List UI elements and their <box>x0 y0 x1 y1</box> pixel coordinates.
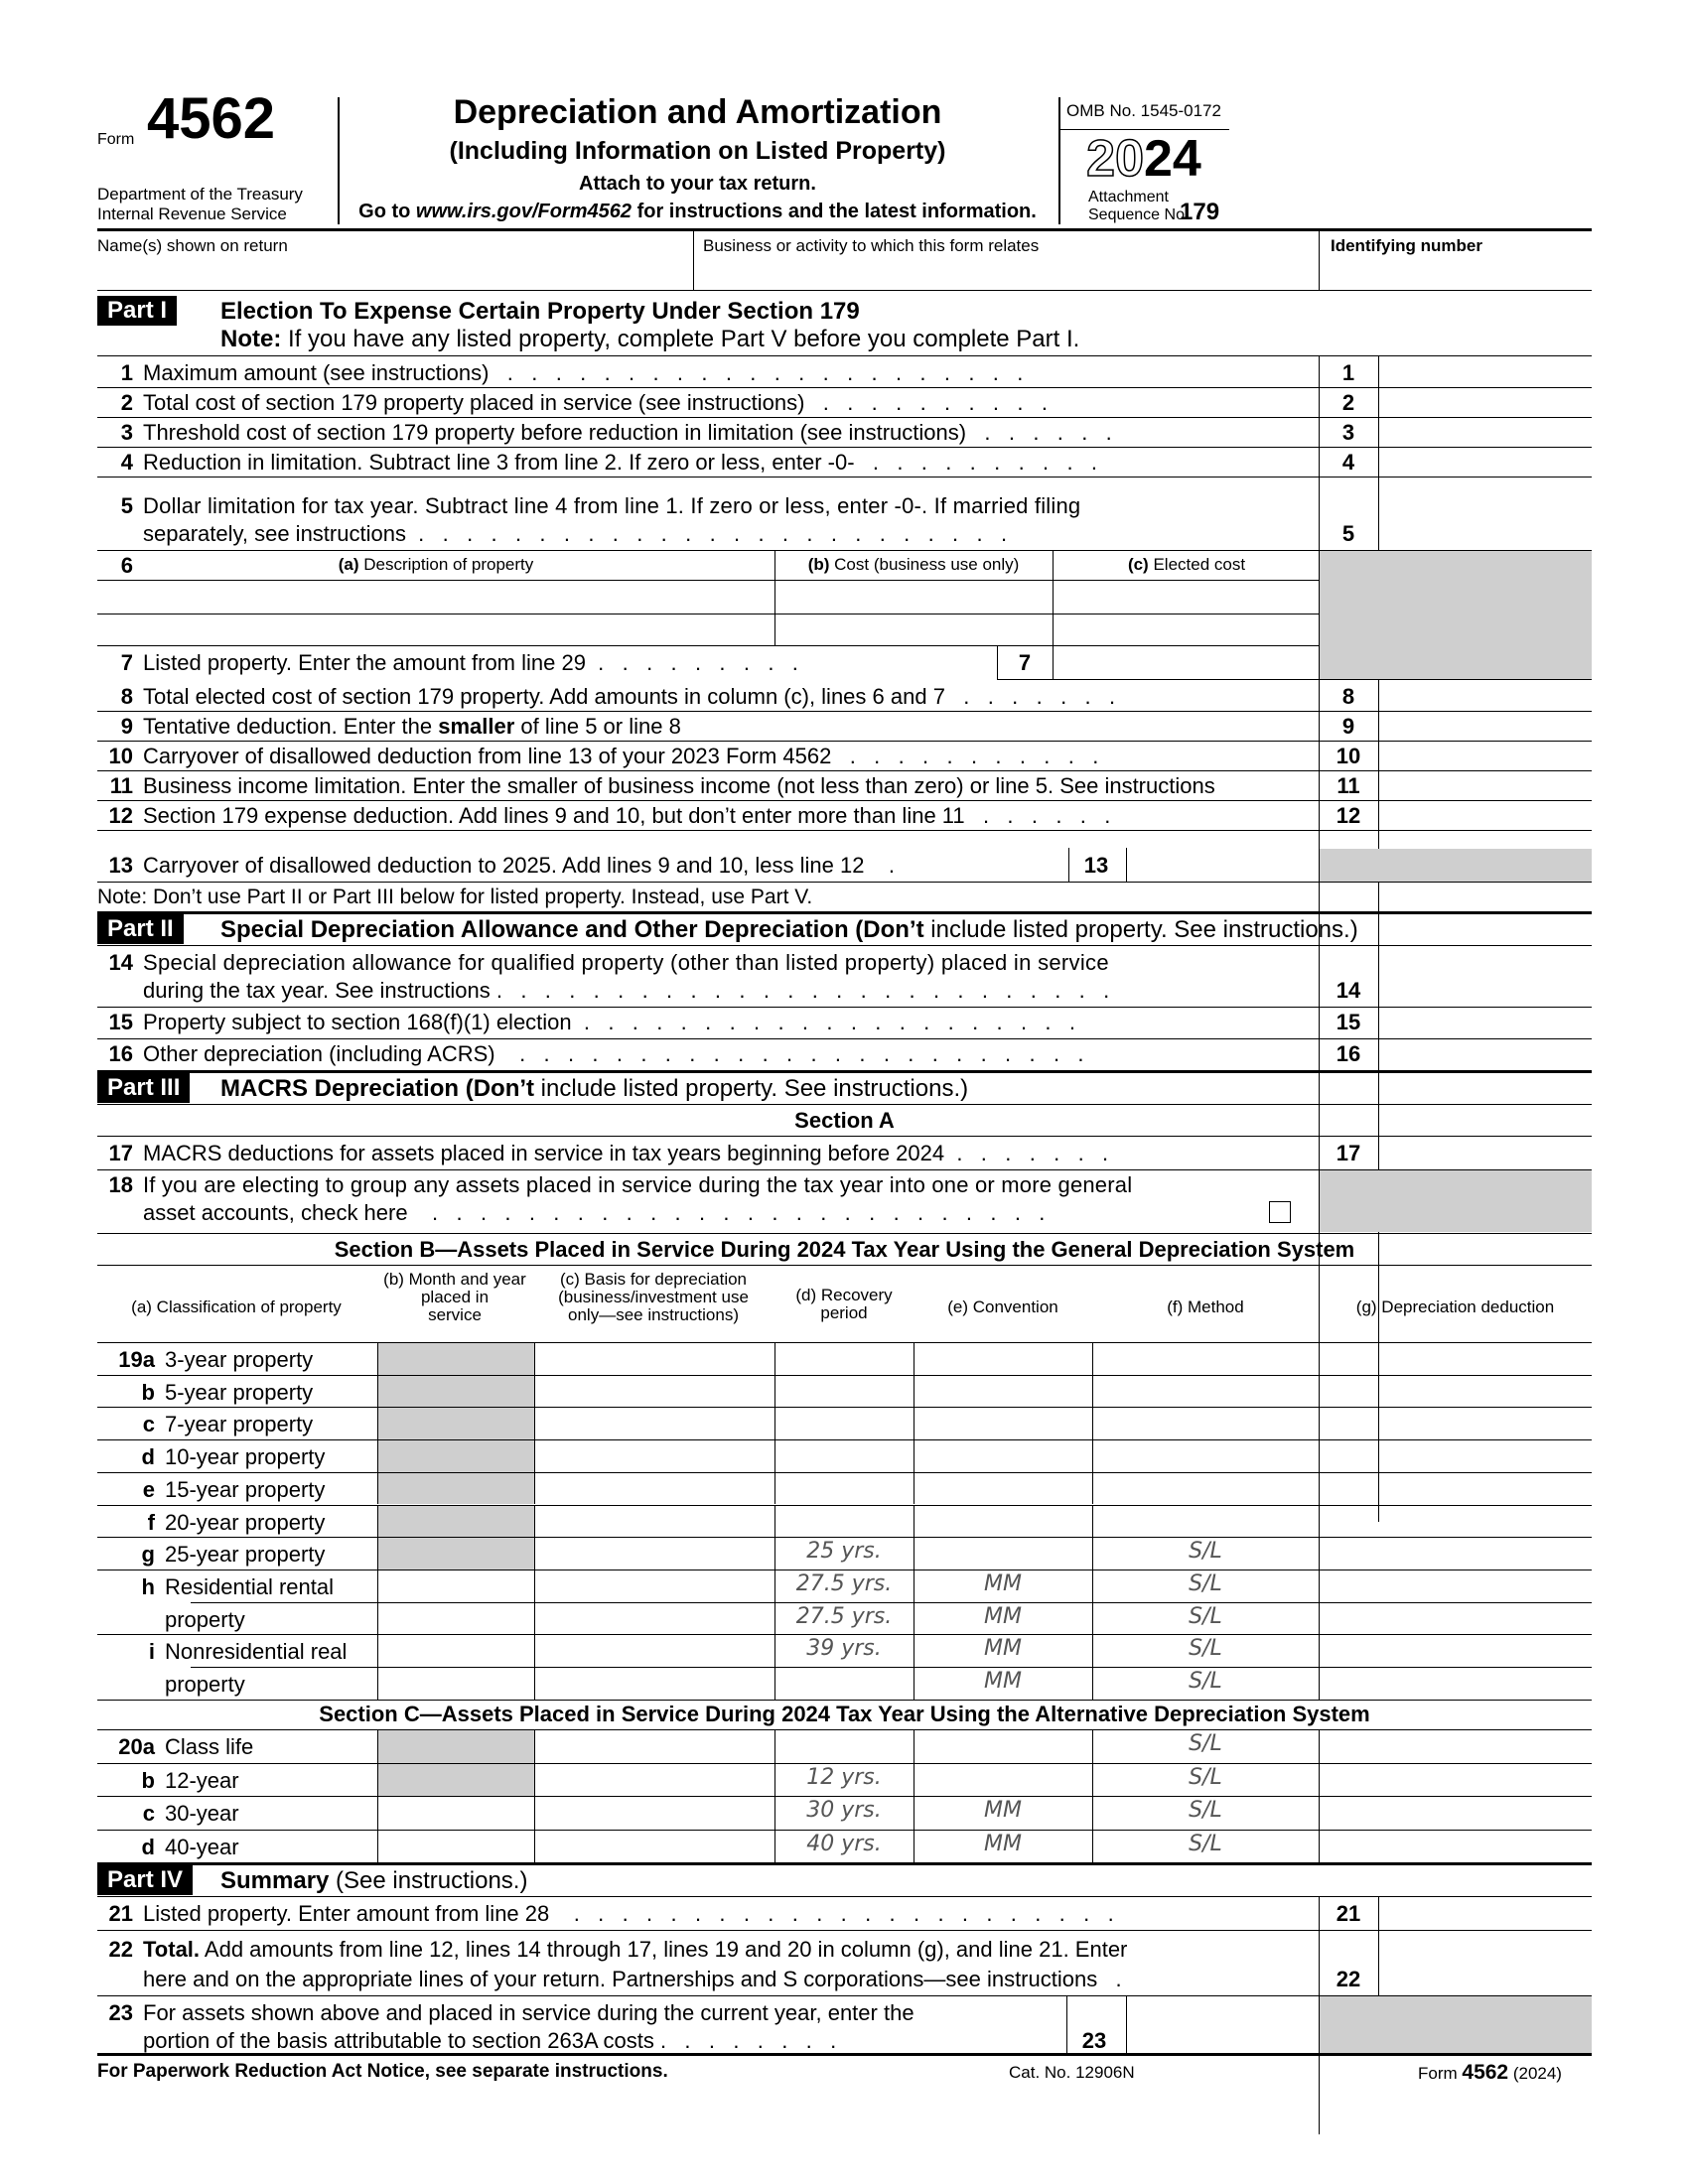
line19-row-e: MM <box>984 1603 1022 1629</box>
part1-note: Note: If you have any listed property, complete Part V before you complete Part I. <box>220 326 1080 352</box>
line20-row-f: S/L <box>1189 1764 1222 1790</box>
instructions-url[interactable]: www.irs.gov/Form4562 <box>415 201 633 222</box>
line20-row-deduction-input[interactable] <box>1323 1732 1592 1762</box>
line19-row-deduction-input[interactable] <box>1323 1670 1592 1699</box>
line18-text-a: If you are electing to group any assets placed in service during the tax year into one or more general <box>143 1172 1133 1197</box>
line19-row-label: Residential rental <box>165 1573 334 1599</box>
line19-row-d: 27.5 yrs. <box>795 1603 893 1629</box>
line19-row-d: 39 yrs. <box>806 1636 882 1662</box>
line9-text: Tentative deduction. Enter the smaller of line 5 or line 8 <box>143 714 681 739</box>
sequence-number: 179 <box>1180 199 1220 225</box>
line20-row-label: 40-year <box>165 1834 239 1859</box>
line6-row1-elected[interactable] <box>1056 584 1319 614</box>
irs-label: Internal Revenue Service <box>97 205 287 223</box>
part1-tag: Part I <box>97 296 177 326</box>
line5-text-a: Dollar limitation for tax year. Subtract line 4 from line 1. If zero or less, enter -0-. If married filing <box>143 493 1081 518</box>
col-recovery-period: (d) Recovery period <box>795 1286 893 1322</box>
line19-row-number: h <box>141 1573 155 1599</box>
line12-number: 12 <box>108 803 133 828</box>
line14-text-b: during the tax year. See instructions . . . . . . . . . . . . . . . . . . . . . . . . . . <box>143 978 1110 1003</box>
line14-number: 14 <box>108 950 133 975</box>
part2-title: Special Depreciation Allowance and Other Depreciation (Don’t include listed property. See instructions.) <box>220 916 1358 943</box>
line4-input[interactable] <box>1382 449 1590 478</box>
line19-row-deduction-input[interactable] <box>1323 1605 1592 1634</box>
line19-row-f: S/L <box>1189 1636 1222 1662</box>
line10-input[interactable] <box>1382 743 1590 772</box>
line19-row-basis-input[interactable] <box>538 1572 774 1601</box>
line19-row-f: S/L <box>1189 1539 1222 1565</box>
line6-row1-description[interactable] <box>101 584 771 614</box>
line23-text-a: For assets shown above and placed in service during the current year, enter the <box>143 2000 914 2025</box>
line8-text: Total elected cost of section 179 property. Add amounts in column (c), lines 6 and 7 . . . . . . . <box>143 684 1116 709</box>
line18-number: 18 <box>108 1172 133 1197</box>
line21-box: 21 <box>1336 1901 1361 1926</box>
general-asset-account-checkbox[interactable] <box>1269 1201 1291 1223</box>
col-month-year: (b) Month and year placed in service <box>383 1270 526 1324</box>
col-c-elected: (c) Elected cost <box>1127 555 1246 574</box>
col-depreciation-deduction: (g) Depreciation deduction <box>1355 1297 1555 1316</box>
line19-row-basis-input[interactable] <box>538 1540 774 1569</box>
line14-text-a: Special depreciation allowance for qualified property (other than listed property) placed in service <box>143 950 1109 975</box>
line5-box: 5 <box>1341 521 1355 546</box>
line19-row-label: Nonresidential real <box>165 1639 348 1665</box>
line3-input[interactable] <box>1382 419 1590 449</box>
form-label: Form <box>97 131 135 148</box>
line17-box: 17 <box>1336 1141 1361 1165</box>
line16-input[interactable] <box>1382 1040 1590 1070</box>
line7-box: 7 <box>1018 650 1032 675</box>
line7-input[interactable] <box>1056 647 1319 679</box>
line19-row-e: MM <box>984 1669 1022 1694</box>
line21-text: Listed property. Enter amount from line 28 . . . . . . . . . . . . . . . . . . . . . . . <box>143 1901 1114 1926</box>
line20-row-basis-input[interactable] <box>538 1766 774 1796</box>
name-label: Name(s) shown on return <box>97 236 288 255</box>
line19-row-deduction-input[interactable] <box>1323 1572 1592 1601</box>
line12-box: 12 <box>1336 803 1361 828</box>
attachment-label: Attachment <box>1088 189 1169 205</box>
line20-row-d: 30 yrs. <box>806 1798 882 1823</box>
dept-treasury: Department of the Treasury <box>97 185 303 204</box>
line20-row-f: S/L <box>1189 1731 1222 1756</box>
identifying-number-label: Identifying number <box>1331 236 1482 255</box>
line19-row-number: d <box>141 1444 155 1470</box>
line19-row-basis-input[interactable] <box>538 1442 774 1471</box>
line4-number: 4 <box>120 450 133 475</box>
part1-title: Election To Expense Certain Property Under Section 179 <box>220 298 860 325</box>
line19-row-f: S/L <box>1189 1669 1222 1694</box>
col-a-description: (a) Description of property <box>338 555 534 574</box>
line11-number: 11 <box>109 773 133 798</box>
line20-row-d: 40 yrs. <box>806 1831 882 1856</box>
col-method: (f) Method <box>1167 1297 1244 1316</box>
line20-row-number: d <box>141 1834 155 1859</box>
form-4562-page <box>97 86 1592 2124</box>
line22-text-a: Total. Add amounts from line 12, lines 14 through 17, lines 19 and 20 in column (g), and line 21. Enter <box>143 1937 1128 1962</box>
line14-box: 14 <box>1336 978 1361 1003</box>
line4-text: Reduction in limitation. Subtract line 3 from line 2. If zero or less, enter -0- . . . . . . . . . . <box>143 450 1098 475</box>
section-c-heading: Section C—Assets Placed in Service During 2024 Tax Year Using the Alternative Depreciation System <box>319 1702 1370 1726</box>
line10-number: 10 <box>108 744 133 768</box>
line14-input[interactable] <box>1382 975 1590 1007</box>
line20-row-number: c <box>142 1801 155 1826</box>
line3-number: 3 <box>120 420 133 445</box>
tax-year-bold: 24 <box>1144 130 1201 188</box>
line19-row-month-year-input[interactable] <box>381 1572 534 1601</box>
line19-row-label: 10-year property <box>165 1444 326 1470</box>
line19-row-label: property <box>165 1672 245 1697</box>
line20-row-basis-input[interactable] <box>538 1732 774 1762</box>
line4-box: 4 <box>1341 450 1355 475</box>
part4-tag: Part IV <box>97 1865 193 1895</box>
line19-row-number: 19a <box>118 1347 155 1372</box>
line9-box: 9 <box>1341 714 1355 739</box>
line20-row-deduction-input[interactable] <box>1323 1766 1592 1796</box>
sequence-label: Sequence No. <box>1088 206 1190 223</box>
line6-row2-elected[interactable] <box>1056 615 1319 645</box>
line19-row-number: c <box>142 1412 155 1437</box>
footer-form-id: Form 4562 (2024) <box>1418 2061 1562 2084</box>
line6-row2-cost[interactable] <box>778 615 1051 645</box>
line15-number: 15 <box>108 1010 133 1034</box>
line22-input[interactable] <box>1382 1964 1590 1995</box>
line19-row-number: i <box>148 1639 155 1665</box>
line19-row-number: g <box>141 1542 155 1568</box>
line23-text-b: portion of the basis attributable to section 263A costs . . . . . . . . <box>143 2028 837 2053</box>
line1-number: 1 <box>120 360 133 385</box>
line6-row2-description[interactable] <box>101 615 771 645</box>
line20-row-deduction-input[interactable] <box>1323 1833 1592 1862</box>
line23-input[interactable] <box>1130 2021 1319 2053</box>
part2-tag: Part II <box>97 914 184 944</box>
part3-tag: Part III <box>97 1073 190 1103</box>
line20-row-number: b <box>141 1767 155 1793</box>
line11-box: 11 <box>1336 773 1360 798</box>
line19-row-basis-input[interactable] <box>538 1345 774 1374</box>
line16-text: Other depreciation (including ACRS) . . . . . . . . . . . . . . . . . . . . . . . . <box>143 1041 1084 1066</box>
line20-row-label: Class life <box>165 1734 254 1759</box>
col-classification: (a) Classification of property <box>131 1297 342 1316</box>
line18-text-b: asset accounts, check here . . . . . . . . . . . . . . . . . . . . . . . . . . <box>143 1200 1046 1225</box>
line12-text: Section 179 expense deduction. Add lines 9 and 10, but don’t enter more than line 11 . . . . . . <box>143 803 1111 828</box>
section-a-heading: Section A <box>794 1108 895 1133</box>
identifying-number-input[interactable] <box>1331 258 1583 290</box>
line3-text: Threshold cost of section 179 property before reduction in limitation (see instructions) . . . . . . <box>143 420 1112 445</box>
tax-year-outline: 20 <box>1086 130 1144 188</box>
line16-box: 16 <box>1336 1041 1361 1066</box>
line21-input[interactable] <box>1382 1900 1590 1930</box>
section-b-heading: Section B—Assets Placed in Service During 2024 Tax Year Using the General Depreciation System <box>334 1237 1355 1262</box>
line19-row-label: 20-year property <box>165 1509 326 1535</box>
line9-input[interactable] <box>1382 713 1590 743</box>
line8-input[interactable] <box>1382 683 1590 713</box>
line20-row-f: S/L <box>1189 1798 1222 1823</box>
line5-number: 5 <box>120 493 133 518</box>
line22-box: 22 <box>1336 1967 1361 1991</box>
line22-number: 22 <box>108 1937 133 1962</box>
line20-row-deduction-input[interactable] <box>1323 1799 1592 1829</box>
line23-box: 23 <box>1081 2028 1107 2053</box>
line19-row-deduction-input[interactable] <box>1323 1378 1592 1407</box>
omb-number: OMB No. 1545-0172 <box>1066 101 1221 120</box>
line20-row-basis-input[interactable] <box>538 1833 774 1862</box>
line19-row-number: e <box>142 1476 155 1502</box>
attach-note: Attach to your tax return. <box>579 173 816 195</box>
instructions-link-line: Go to www.irs.gov/Form4562 for instructions and the latest information. <box>358 201 1037 222</box>
form-number: 4562 <box>147 86 276 151</box>
line19-row-f: S/L <box>1189 1570 1222 1596</box>
line19-row-label: 7-year property <box>165 1412 314 1437</box>
line19-row-label: 25-year property <box>165 1542 326 1568</box>
line10-text: Carryover of disallowed deduction from line 13 of your 2023 Form 4562 . . . . . . . . . . . <box>143 744 1099 768</box>
line5-input[interactable] <box>1382 518 1590 550</box>
form-title: Depreciation and Amortization <box>453 93 942 131</box>
part3-title: MACRS Depreciation (Don’t include listed property. See instructions.) <box>220 1075 969 1102</box>
line19-row-number: b <box>141 1379 155 1405</box>
line17-input[interactable] <box>1382 1140 1590 1169</box>
line2-input[interactable] <box>1382 389 1590 419</box>
part4-title: Summary (See instructions.) <box>220 1867 528 1894</box>
line19-row-number: f <box>147 1509 155 1535</box>
line19-row-deduction-input[interactable] <box>1323 1410 1592 1438</box>
line7-text: Listed property. Enter the amount from line 29 . . . . . . . . . <box>143 650 798 675</box>
line20-row-month-year-input[interactable] <box>381 1833 534 1862</box>
line1-box: 1 <box>1341 360 1355 385</box>
line19-row-month-year-input[interactable] <box>381 1670 534 1699</box>
line6-row1-cost[interactable] <box>778 584 1051 614</box>
line19-row-month-year-input[interactable] <box>381 1637 534 1666</box>
line15-box: 15 <box>1336 1010 1361 1034</box>
line20-row-label: 12-year <box>165 1767 239 1793</box>
line19-row-deduction-input[interactable] <box>1323 1442 1592 1471</box>
line7-number: 7 <box>120 650 133 675</box>
line19-row-basis-input[interactable] <box>538 1670 774 1699</box>
line19-row-basis-input[interactable] <box>538 1637 774 1666</box>
business-input[interactable] <box>703 258 1134 290</box>
line20-row-basis-input[interactable] <box>538 1799 774 1829</box>
line19-row-month-year-input[interactable] <box>381 1605 534 1634</box>
business-label: Business or activity to which this form relates <box>703 236 1040 255</box>
line13-text: Carryover of disallowed deduction to 2025. Add lines 9 and 10, less line 12 . <box>143 853 896 878</box>
line19-row-basis-input[interactable] <box>538 1475 774 1504</box>
line12-input[interactable] <box>1382 802 1590 832</box>
line19-row-d: 25 yrs. <box>806 1539 882 1565</box>
line20-row-d: 12 yrs. <box>806 1764 882 1790</box>
line8-number: 8 <box>120 684 133 709</box>
line19-row-deduction-input[interactable] <box>1323 1540 1592 1569</box>
line13-input[interactable] <box>1130 850 1319 882</box>
line1-input[interactable] <box>1382 359 1590 389</box>
line19-row-label: 5-year property <box>165 1379 314 1405</box>
paperwork-notice: For Paperwork Reduction Act Notice, see separate instructions. <box>97 2061 668 2082</box>
line19-row-label: 3-year property <box>165 1347 314 1372</box>
form-subtitle: (Including Information on Listed Property) <box>449 137 946 165</box>
line15-input[interactable] <box>1382 1009 1590 1038</box>
line22-text-b: here and on the appropriate lines of your return. Partnerships and S corporations—see instructions . <box>143 1967 1122 1991</box>
line19-row-deduction-input[interactable] <box>1323 1508 1592 1537</box>
line17-text: MACRS deductions for assets placed in service in tax years beginning before 2024 . . . . . . . <box>143 1141 1109 1165</box>
line19-row-label: 15-year property <box>165 1476 326 1502</box>
line20-row-month-year-input[interactable] <box>381 1799 534 1829</box>
line13-number: 13 <box>108 853 133 878</box>
line20-row-f: S/L <box>1189 1831 1222 1856</box>
line15-text: Property subject to section 168(f)(1) election . . . . . . . . . . . . . . . . . . . . . <box>143 1010 1075 1034</box>
name-input[interactable] <box>97 258 518 290</box>
line20-row-e: MM <box>984 1831 1022 1856</box>
line5-text-b: separately, see instructions . . . . . . . . . . . . . . . . . . . . . . . . . <box>143 521 1008 546</box>
line19-row-label: property <box>165 1606 245 1632</box>
line19-row-deduction-input[interactable] <box>1323 1475 1592 1504</box>
col-convention: (e) Convention <box>947 1297 1058 1316</box>
line20-row-e: MM <box>984 1798 1022 1823</box>
line19-row-e: MM <box>984 1636 1022 1662</box>
line10-box: 10 <box>1336 744 1361 768</box>
line19-row-basis-input[interactable] <box>538 1378 774 1407</box>
line9-number: 9 <box>120 714 133 739</box>
line21-number: 21 <box>108 1901 133 1926</box>
line6-number: 6 <box>120 553 133 578</box>
tax-year <box>1058 131 1229 187</box>
line20-row-number: 20a <box>118 1734 155 1759</box>
line11-text: Business income limitation. Enter the smaller of business income (not less than zero) or line 5. See instructions <box>143 773 1215 798</box>
line11-input[interactable] <box>1382 772 1590 802</box>
line19-row-d: 27.5 yrs. <box>795 1570 893 1596</box>
line8-box: 8 <box>1341 684 1355 709</box>
line19-row-basis-input[interactable] <box>538 1410 774 1438</box>
line16-number: 16 <box>108 1041 133 1066</box>
line13-box: 13 <box>1083 853 1109 878</box>
col-b-cost: (b) Cost (business use only) <box>807 555 1020 574</box>
part1-bottom-note: Note: Don’t use Part II or Part III below for listed property. Instead, use Part V. <box>97 886 813 908</box>
line17-number: 17 <box>108 1141 133 1165</box>
col-basis: (c) Basis for depreciation (business/investment use only—see instructions) <box>558 1270 749 1324</box>
line1-text: Maximum amount (see instructions) . . . . . . . . . . . . . . . . . . . . . . <box>143 360 1024 385</box>
line19-row-deduction-input[interactable] <box>1323 1345 1592 1374</box>
line23-number: 23 <box>108 2000 133 2025</box>
line19-row-basis-input[interactable] <box>538 1508 774 1537</box>
line19-row-f: S/L <box>1189 1603 1222 1629</box>
line3-box: 3 <box>1341 420 1355 445</box>
line19-row-deduction-input[interactable] <box>1323 1637 1592 1666</box>
line2-box: 2 <box>1341 390 1355 415</box>
line20-row-label: 30-year <box>165 1801 239 1826</box>
line2-number: 2 <box>120 390 133 415</box>
line2-text: Total cost of section 179 property placed in service (see instructions) . . . . . . . . . . <box>143 390 1048 415</box>
catalog-number: Cat. No. 12906N <box>1009 2063 1135 2082</box>
line19-row-e: MM <box>984 1570 1022 1596</box>
line19-row-basis-input[interactable] <box>538 1605 774 1634</box>
